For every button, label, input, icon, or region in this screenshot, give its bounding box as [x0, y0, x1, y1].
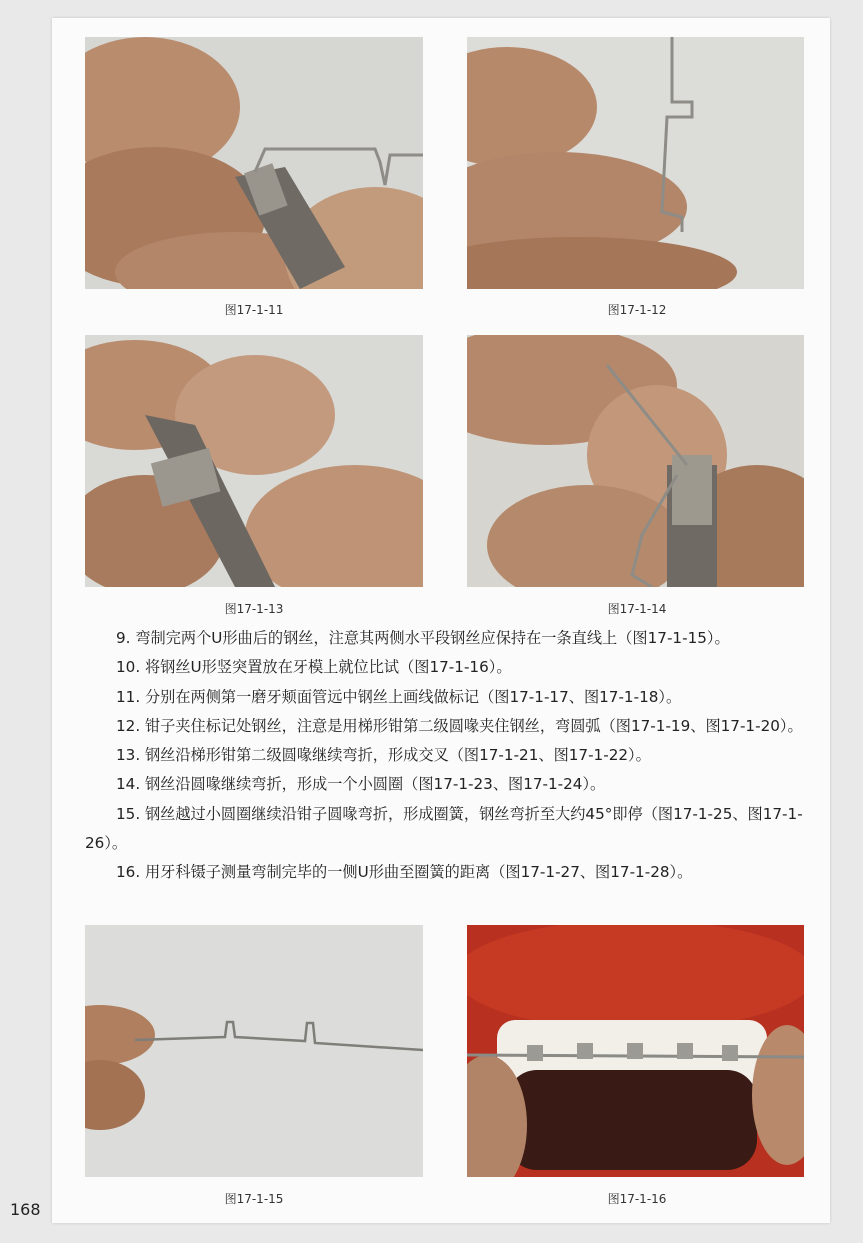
figure-photo-13 [85, 335, 423, 587]
page-number: 168 [10, 1200, 41, 1219]
figure-photo-15 [85, 925, 423, 1177]
step-paragraph: 11. 分别在两侧第一磨牙颊面管远中钢丝上画线做标记（图17-1-17、图17-1-18）。 [116, 687, 682, 706]
figure-photo-16 [467, 925, 804, 1177]
figure-caption: 图17-1-16 [607, 1192, 667, 1206]
figure-caption: 图17-1-12 [607, 303, 667, 317]
figure-caption: 图17-1-11 [224, 303, 284, 317]
step-paragraph: 15. 钢丝越过小圆圈继续沿钳子圆喙弯折，形成圈簧，钢丝弯折至大约45°即停（图17-1-25、图17-1-26）。 [85, 804, 803, 853]
figure-photo-11 [85, 37, 423, 289]
figure-caption: 图17-1-15 [224, 1192, 284, 1206]
figure-caption: 图17-1-14 [607, 602, 667, 616]
step-paragraph: 9. 弯制完两个U形曲后的钢丝，注意其两侧水平段钢丝应保持在一条直线上（图17-1-15）。 [116, 629, 730, 647]
body-text [85, 624, 805, 888]
step-paragraph: 10. 将钢丝U形竖突置放在牙模上就位比试（图17-1-16）。 [116, 658, 512, 677]
step-paragraph: 16. 用牙科镊子测量弯制完毕的一侧U形曲至圈簧的距离（图17-1-27、图17-1-28）。 [116, 863, 693, 882]
figure-photo-14 [467, 335, 804, 587]
step-paragraph: 12. 钳子夹住标记处钢丝，注意是用梯形钳第二级圆喙夹住钢丝，弯圆弧（图17-1-19、图17-1-20）。 [116, 716, 803, 735]
figure-photo-12 [467, 37, 804, 289]
figure-caption: 图17-1-13 [224, 602, 284, 616]
step-paragraph: 14. 钢丝沿圆喙继续弯折，形成一个小圆圈（图17-1-23、图17-1-24）。 [116, 775, 606, 794]
step-paragraph: 13. 钢丝沿梯形钳第二级圆喙继续弯折，形成交叉（图17-1-21、图17-1-22）。 [116, 746, 651, 765]
